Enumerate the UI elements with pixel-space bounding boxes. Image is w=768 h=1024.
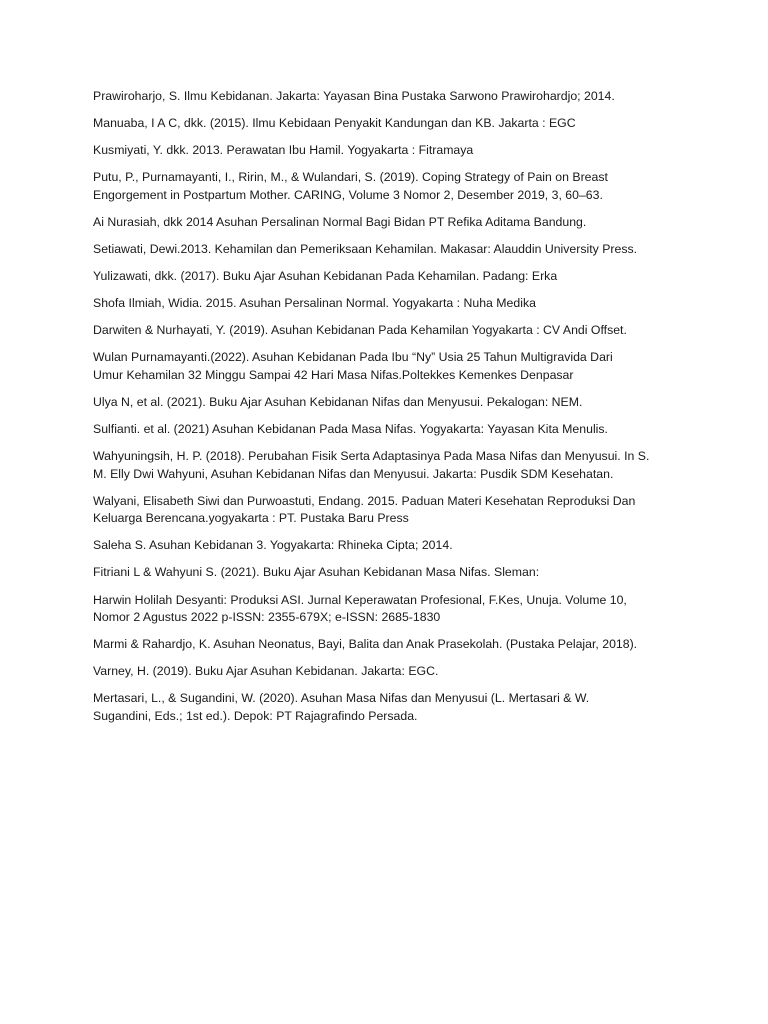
reference-item [93,564,683,582]
reference-line: Mertasari, L., & Sugandini, W. (2020). Asuhan Masa Nifas dan Menyusui (L. Mertasari & W. [93,691,590,706]
reference-item [93,349,683,384]
reference-line: Walyani, Elisabeth Siwi dan Purwoastuti, Endang. 2015. Paduan Materi Kesehatan Reproduksi Dan [93,493,636,508]
reference-item [93,268,683,286]
reference-line: Nomor 2 Agustus 2022 p-ISSN: 2355-679X; e-ISSN: 2685-1830 [93,610,441,624]
reference-line: Wahyuningsih, H. P. (2018). Perubahan Fisik Serta Adaptasinya Pada Masa Nifas dan Menyusui. In S. [93,449,650,464]
reference-item [93,663,683,681]
reference-item [93,421,683,439]
reference-item [93,169,683,204]
reference-line: Ulya N, et al. (2021). Buku Ajar Asuhan Kebidanan Nifas dan Menyusui. Pekalogan: NEM. [93,394,583,409]
reference-line: M. Elly Dwi Wahyuni, Asuhan Kebidanan Nifas dan Menyusui. Jakarta: Pusdik SDM Kesehatan. [93,466,614,481]
reference-item [93,690,683,725]
reference-line: Engorgement in Postpartum Mother. CARING, Volume 3 Nomor 2, Desember 2019, 3, 60–63. [93,187,603,202]
reference-line: Varney, H. (2019). Buku Ajar Asuhan Kebidanan. Jakarta: EGC. [93,664,439,679]
reference-item [93,322,683,340]
reference-item [93,493,683,528]
reference-line: Shofa Ilmiah, Widia. 2015. Asuhan Persalinan Normal. Yogyakarta : Nuha Medika [93,296,536,311]
reference-item [93,537,683,555]
reference-list [93,88,683,735]
reference-line: Sugandini, Eds.; 1st ed.). Depok: PT Rajagrafindo Persada. [93,708,418,723]
reference-line: Harwin Holilah Desyanti: Produksi ASI. Jurnal Keperawatan Profesional, F.Kes, Unuja. Volume 10, [93,592,627,607]
reference-line: Sulfianti. et al. (2021) Asuhan Kebidanan Pada Masa Nifas. Yogyakarta: Yayasan Kita Menulis. [93,422,608,437]
reference-item [93,142,683,160]
reference-line: Prawiroharjo, S. Ilmu Kebidanan. Jakarta: Yayasan Bina Pustaka Sarwono Prawirohardjo; 2014. [93,89,615,103]
reference-line: Umur Kehamilan 32 Minggu Sampai 42 Hari Masa Nifas.Poltekkes Kemenkes Denpasar [93,367,574,382]
reference-line: Ai Nurasiah, dkk 2014 Asuhan Persalinan Normal Bagi Bidan PT Refika Aditama Bandung. [93,214,587,229]
reference-line: Fitriani L & Wahyuni S. (2021). Buku Ajar Asuhan Kebidanan Masa Nifas. Sleman: [93,565,540,580]
reference-line: Setiawati, Dewi.2013. Kehamilan dan Pemeriksaan Kehamilan. Makasar: Alauddin University Press. [93,241,638,256]
reference-line: Kusmiyati, Y. dkk. 2013. Perawatan Ibu Hamil. Yogyakarta : Fitramaya [93,143,474,158]
reference-item [93,115,683,133]
reference-item [93,394,683,412]
reference-line: Keluarga Berencana.yogyakarta : PT. Pustaka Baru Press [93,511,409,526]
reference-line: Saleha S. Asuhan Kebidanan 3. Yogyakarta: Rhineka Cipta; 2014. [93,538,453,553]
reference-item [93,295,683,313]
reference-item [93,636,683,654]
reference-item [93,214,683,232]
reference-item [93,241,683,259]
reference-line: Wulan Purnamayanti.(2022). Asuhan Kebidanan Pada Ibu “Ny” Usia 25 Tahun Multigravida Dari [93,350,613,365]
reference-item [93,592,683,627]
reference-item [93,88,683,106]
reference-line: Yulizawati, dkk. (2017). Buku Ajar Asuhan Kebidanan Pada Kehamilan. Padang: Erka [93,269,558,284]
reference-line: Putu, P., Purnamayanti, I., Ririn, M., & Wulandari, S. (2019). Coping Strategy of Pain on Breast [93,170,608,185]
reference-line: Darwiten & Nurhayati, Y. (2019). Asuhan Kebidanan Pada Kehamilan Yogyakarta : CV Andi Offset. [93,323,627,338]
reference-line: Marmi & Rahardjo, K. Asuhan Neonatus, Bayi, Balita dan Anak Prasekolah. (Pustaka Pelajar, 2018). [93,637,638,652]
reference-item [93,448,683,483]
reference-line: Manuaba, I A C, dkk. (2015). Ilmu Kebidaan Penyakit Kandungan dan KB. Jakarta : EGC [93,116,576,131]
